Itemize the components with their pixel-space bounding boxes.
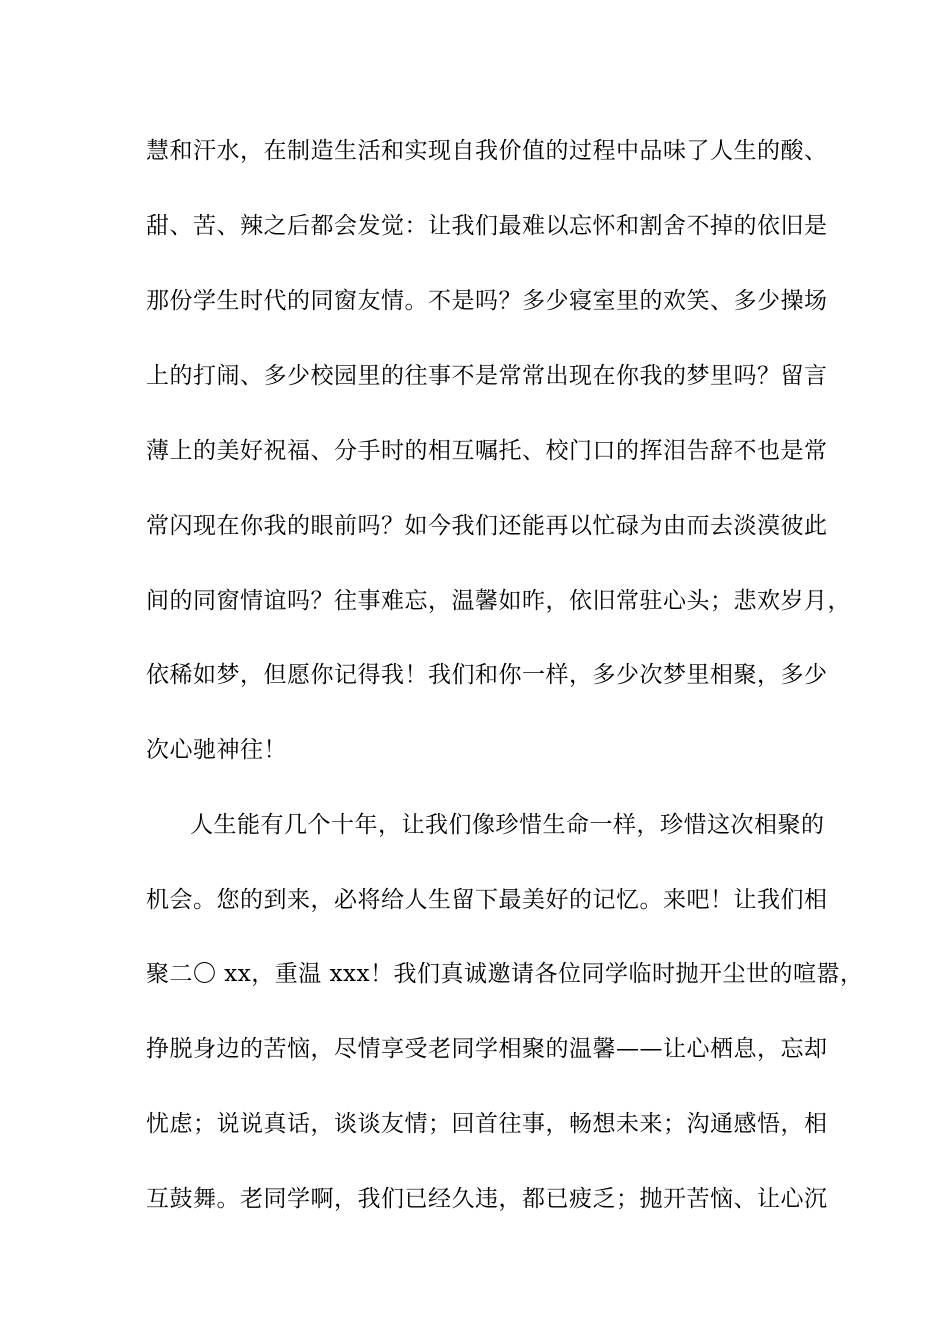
text-line: 薄上的美好祝福、分手时的相互嘱托、校门口的挥泪告辞不也是常 <box>146 438 828 464</box>
text-line: 挣脱身边的苦恼，尽情享受老同学相聚的温馨——让心栖息，忘却 <box>146 1036 828 1062</box>
text-line: 次心驰神往！ <box>146 737 287 763</box>
text-line: 那份学生时代的同窗友情。不是吗？多少寝室里的欢笑、多少操场 <box>146 288 828 314</box>
text-line: 机会。您的到来，必将给人生留下最美好的记忆。来吧！让我们相 <box>146 887 828 913</box>
text-line: 忧虑；说说真话，谈谈友情；回首往事，畅想未来；沟通感悟，相 <box>146 1111 828 1137</box>
text-line: 甜、苦、辣之后都会发觉：让我们最难以忘怀和割舍不掉的依旧是 <box>146 213 828 239</box>
text-line: 互鼓舞。老同学啊，我们已经久违，都已疲乏；抛开苦恼、让心沉 <box>146 1186 828 1212</box>
text-line: 慧和汗水，在制造生活和实现自我价值的过程中品味了人生的酸、 <box>146 138 828 164</box>
paragraph-first-line: 人生能有几个十年，让我们像珍惜生命一样，珍惜这次相聚的 <box>190 812 825 838</box>
text-line: 间的同窗情谊吗？往事难忘，温馨如昨，依旧常驻心头；悲欢岁月， <box>146 588 851 614</box>
text-line: 依稀如梦，但愿你记得我！我们和你一样，多少次梦里相聚，多少 <box>146 662 828 688</box>
text-line: 常闪现在你我的眼前吗？如今我们还能再以忙碌为由而去淡漠彼此 <box>146 513 828 539</box>
text-line: 上的打闹、多少校园里的往事不是常常出现在你我的梦里吗？留言 <box>146 363 828 389</box>
text-line: 聚二〇 xx，重温 xxx！我们真诚邀请各位同学临时抛开尘世的喧嚣， <box>146 961 864 987</box>
